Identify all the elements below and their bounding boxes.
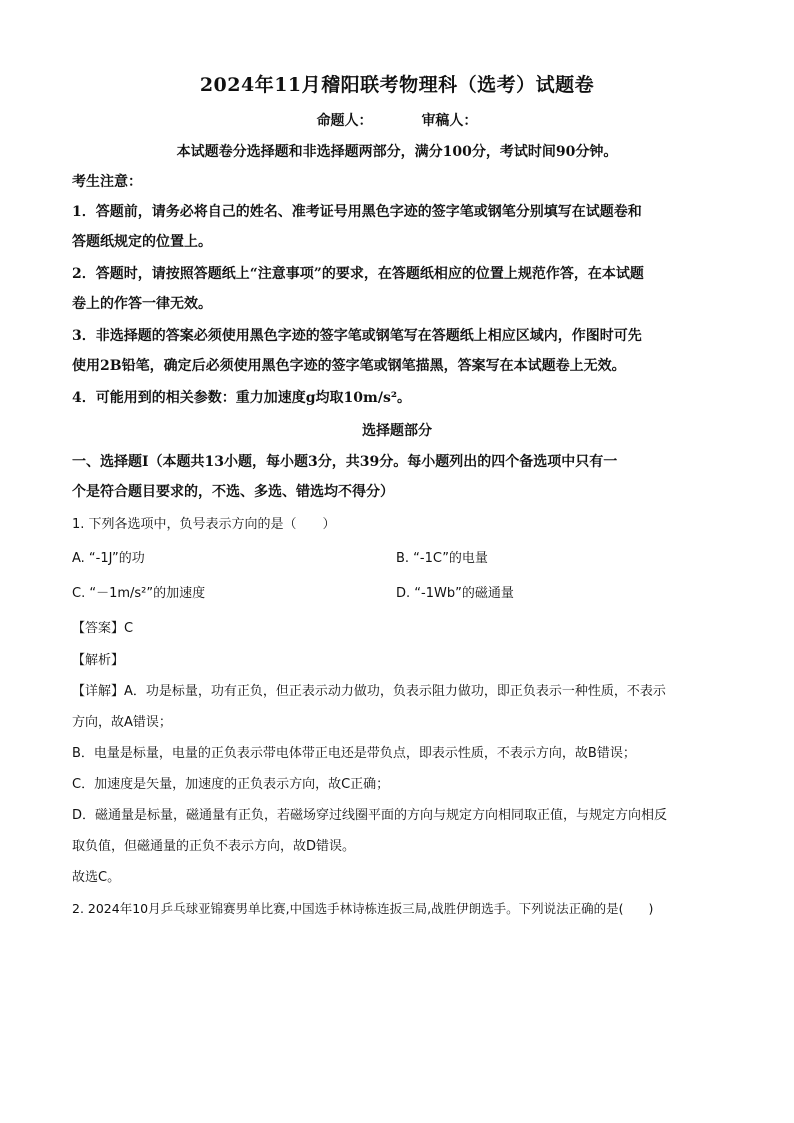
q1-option-c: C. “－1m/s²”的加速度	[72, 586, 206, 601]
q1-conclusion: 故选C。	[72, 870, 121, 885]
authors-line	[0, 110, 794, 130]
q1-analysis-label: 【解析】	[72, 653, 125, 668]
note-line: 4．可能用到的相关参数：重力加速度g均取10m/s²。	[72, 390, 411, 406]
notes-heading: 考生注意：	[72, 174, 142, 190]
note-line: 3．非选择题的答案必须使用黑色字迹的签字笔或钢笔写在答题纸上相应区域内，作图时可先	[72, 328, 642, 344]
q1-explanation-line: 【详解】A．功是标量，功有正负，但正表示动力做功，负表示阻力做功，即正负表示一种性质，不表示	[72, 684, 666, 699]
q1-explanation-line: B．电量是标量，电量的正负表示带电体带正电还是带负点，即表示性质，不表示方向，故B错误；	[72, 746, 636, 761]
note-line: 卷上的作答一律无效。	[72, 296, 212, 312]
part1-instructions-cont: 个是符合题目要求的，不选、多选、错选均不得分）	[72, 484, 394, 500]
q1-explanation-line: 取负值，但磁通量的正负不表示方向，故D错误。	[72, 839, 356, 854]
note-line: 答题纸规定的位置上。	[72, 234, 212, 250]
q1-explanation-line: C．加速度是矢量，加速度的正负表示方向，故C正确；	[72, 777, 390, 792]
part1-instructions: 一、选择题Ⅰ（本题共13小题，每小题3分，共39分。每小题列出的四个备选项中只有一	[72, 454, 618, 470]
setter-label: 命题人：	[316, 113, 373, 129]
q1-option-b: B. “-1C”的电量	[396, 551, 488, 566]
q1-answer: 【答案】C	[72, 621, 134, 636]
exam-intro: 本试题卷分选择题和非选择题两部分，满分100分，考试时间90分钟。	[176, 144, 618, 160]
q1-stem: 1. 下列各选项中，负号表示方向的是（ ）	[72, 517, 336, 532]
note-line: 2．答题时，请按照答题纸上“注意事项”的要求，在答题纸相应的位置上规范作答，在本试题	[72, 266, 644, 282]
q1-explanation-line: D．磁通量是标量，磁通量有正负，若磁场穿过线圈平面的方向与规定方向相同取正值，与规定方向相反	[72, 808, 668, 823]
page-title: 2024年11月稽阳联考物理科（选考）试题卷	[199, 74, 595, 96]
q2-stem: 2. 2024年10月乒乓球亚锦赛男单比赛,中国选手林诗栋连扳三局,战胜伊朗选手。下列说法正确的是( )	[72, 901, 654, 916]
q1-explanation-line: 方向，故A错误；	[72, 715, 172, 730]
note-line: 使用2B铅笔，确定后必须使用黑色字迹的签字笔或钢笔描黑，答案写在本试题卷上无效。	[72, 358, 626, 374]
q1-option-a: A. “-1J”的功	[72, 551, 145, 566]
section-title: 选择题部分	[362, 423, 432, 439]
note-line: 1．答题前，请务必将自己的姓名、准考证号用黑色字迹的签字笔或钢笔分别填写在试题卷和	[72, 204, 642, 220]
q1-option-d: D. “-1Wb”的磁通量	[396, 586, 514, 601]
reviewer-label: 审稿人：	[421, 113, 478, 129]
